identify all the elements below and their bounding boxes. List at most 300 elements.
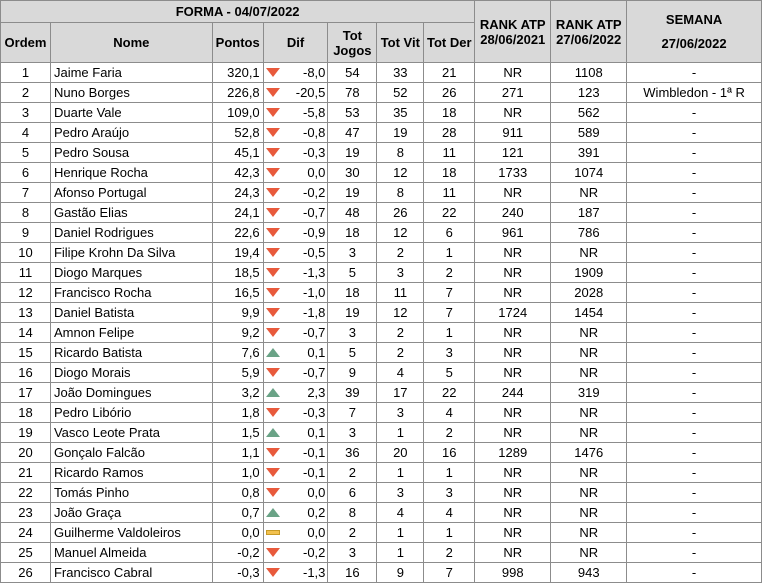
- cell-dif: [263, 103, 328, 123]
- cell-dif: [263, 243, 328, 263]
- trend-down-icon: [266, 408, 280, 417]
- cell-tot-der: 22: [424, 203, 475, 223]
- cell-rank-2021: 998: [475, 563, 551, 583]
- cell-semana: -: [627, 303, 762, 323]
- cell-semana: -: [627, 243, 762, 263]
- cell-dif: [263, 383, 328, 403]
- table-row: [1, 323, 762, 343]
- dif-value: 0,0: [307, 165, 326, 180]
- cell-tot-vit: 1: [377, 523, 424, 543]
- trend-down-icon: [266, 148, 280, 157]
- cell-tot-vit: 3: [377, 403, 424, 423]
- cell-semana: -: [627, 143, 762, 163]
- table-row: [1, 63, 762, 83]
- dif-value: -0,7: [302, 325, 326, 340]
- cell-ordem: 21: [1, 463, 51, 483]
- cell-pontos: 1,1: [212, 443, 263, 463]
- cell-rank-2022: NR: [551, 483, 627, 503]
- cell-rank-2021: 240: [475, 203, 551, 223]
- cell-nome: Ricardo Batista: [50, 343, 212, 363]
- cell-tot-vit: 26: [377, 203, 424, 223]
- cell-dif: [263, 143, 328, 163]
- cell-pontos: 1,8: [212, 403, 263, 423]
- table-row: [1, 343, 762, 363]
- cell-rank-2022: 1454: [551, 303, 627, 323]
- cell-rank-2022: 589: [551, 123, 627, 143]
- cell-tot-jogos: 53: [328, 103, 377, 123]
- cell-tot-vit: 17: [377, 383, 424, 403]
- cell-semana: -: [627, 463, 762, 483]
- cell-dif: [263, 63, 328, 83]
- cell-nome: Nuno Borges: [50, 83, 212, 103]
- cell-pontos: 226,8: [212, 83, 263, 103]
- cell-tot-der: 5: [424, 363, 475, 383]
- col-ordem-header: Ordem: [1, 23, 51, 63]
- dif-value: 0,0: [307, 485, 326, 500]
- cell-tot-der: 4: [424, 503, 475, 523]
- table-row: [1, 223, 762, 243]
- cell-rank-2022: 391: [551, 143, 627, 163]
- cell-ordem: 6: [1, 163, 51, 183]
- cell-rank-2022: 1476: [551, 443, 627, 463]
- cell-tot-jogos: 3: [328, 323, 377, 343]
- cell-tot-der: 2: [424, 263, 475, 283]
- cell-tot-vit: 2: [377, 343, 424, 363]
- cell-rank-2021: 244: [475, 383, 551, 403]
- table-row: [1, 83, 762, 103]
- cell-pontos: 24,1: [212, 203, 263, 223]
- table-row: [1, 563, 762, 583]
- dif-value: -1,3: [302, 565, 326, 580]
- cell-tot-der: 1: [424, 243, 475, 263]
- cell-ordem: 14: [1, 323, 51, 343]
- cell-semana: -: [627, 203, 762, 223]
- cell-rank-2022: NR: [551, 183, 627, 203]
- cell-rank-2021: NR: [475, 103, 551, 123]
- cell-tot-der: 22: [424, 383, 475, 403]
- dif-value: -8,0: [302, 65, 326, 80]
- dif-value: 0,0: [307, 525, 326, 540]
- dif-value: -0,1: [302, 445, 326, 460]
- cell-rank-2022: NR: [551, 543, 627, 563]
- cell-dif: [263, 303, 328, 323]
- cell-nome: Ricardo Ramos: [50, 463, 212, 483]
- cell-ordem: 25: [1, 543, 51, 563]
- cell-ordem: 22: [1, 483, 51, 503]
- cell-tot-jogos: 19: [328, 303, 377, 323]
- cell-tot-jogos: 36: [328, 443, 377, 463]
- cell-tot-vit: 4: [377, 503, 424, 523]
- cell-semana: -: [627, 223, 762, 243]
- cell-rank-2022: NR: [551, 363, 627, 383]
- cell-nome: Daniel Batista: [50, 303, 212, 323]
- col-pontos-header: Pontos: [212, 23, 263, 63]
- cell-tot-der: 18: [424, 163, 475, 183]
- cell-tot-vit: 1: [377, 423, 424, 443]
- cell-tot-jogos: 3: [328, 243, 377, 263]
- table-row: [1, 423, 762, 443]
- dif-value: -0,7: [302, 365, 326, 380]
- cell-rank-2021: 961: [475, 223, 551, 243]
- cell-rank-2021: 1724: [475, 303, 551, 323]
- cell-nome: Pedro Araújo: [50, 123, 212, 143]
- dif-value: -0,8: [302, 125, 326, 140]
- cell-nome: Duarte Vale: [50, 103, 212, 123]
- cell-rank-2022: 562: [551, 103, 627, 123]
- trend-up-icon: [266, 388, 280, 397]
- cell-nome: Gonçalo Falcão: [50, 443, 212, 463]
- table-body: [1, 63, 762, 583]
- semana-title: SEMANA: [665, 12, 723, 27]
- trend-down-icon: [266, 248, 280, 257]
- cell-pontos: 22,6: [212, 223, 263, 243]
- trend-down-icon: [266, 308, 280, 317]
- cell-rank-2021: NR: [475, 523, 551, 543]
- cell-tot-der: 21: [424, 63, 475, 83]
- cell-rank-2022: 786: [551, 223, 627, 243]
- cell-dif: [263, 423, 328, 443]
- cell-tot-jogos: 6: [328, 483, 377, 503]
- cell-tot-der: 3: [424, 343, 475, 363]
- trend-flat-icon: [266, 530, 280, 535]
- cell-ordem: 13: [1, 303, 51, 323]
- cell-tot-vit: 52: [377, 83, 424, 103]
- cell-tot-der: 28: [424, 123, 475, 143]
- cell-semana: -: [627, 483, 762, 503]
- cell-tot-jogos: 30: [328, 163, 377, 183]
- cell-tot-jogos: 8: [328, 503, 377, 523]
- cell-tot-der: 4: [424, 403, 475, 423]
- table-row: [1, 483, 762, 503]
- cell-tot-der: 18: [424, 103, 475, 123]
- col-tot-jogos-header: Tot Jogos: [328, 23, 377, 63]
- dif-value: -0,7: [302, 205, 326, 220]
- dif-value: 0,1: [307, 345, 326, 360]
- dif-value: 0,2: [307, 505, 326, 520]
- cell-semana: -: [627, 283, 762, 303]
- cell-ordem: 19: [1, 423, 51, 443]
- cell-dif: [263, 283, 328, 303]
- cell-rank-2021: 121: [475, 143, 551, 163]
- cell-rank-2022: NR: [551, 463, 627, 483]
- table-row: [1, 443, 762, 463]
- cell-dif: [263, 403, 328, 423]
- table-row: [1, 463, 762, 483]
- cell-tot-jogos: 9: [328, 363, 377, 383]
- dif-value: -0,3: [302, 405, 326, 420]
- cell-dif: [263, 463, 328, 483]
- cell-ordem: 1: [1, 63, 51, 83]
- trend-down-icon: [266, 128, 280, 137]
- cell-nome: Afonso Portugal: [50, 183, 212, 203]
- cell-rank-2022: 1909: [551, 263, 627, 283]
- cell-tot-jogos: 7: [328, 403, 377, 423]
- cell-pontos: 9,9: [212, 303, 263, 323]
- cell-rank-2022: 2028: [551, 283, 627, 303]
- cell-ordem: 4: [1, 123, 51, 143]
- table-row: [1, 123, 762, 143]
- trend-down-icon: [266, 188, 280, 197]
- cell-ordem: 15: [1, 343, 51, 363]
- cell-ordem: 3: [1, 103, 51, 123]
- table-title: FORMA - 04/07/2022: [1, 1, 475, 23]
- cell-dif: [263, 323, 328, 343]
- cell-pontos: 18,5: [212, 263, 263, 283]
- cell-rank-2021: NR: [475, 463, 551, 483]
- cell-ordem: 10: [1, 243, 51, 263]
- cell-tot-der: 16: [424, 443, 475, 463]
- dif-value: -0,3: [302, 145, 326, 160]
- cell-tot-der: 3: [424, 483, 475, 503]
- cell-nome: Francisco Cabral: [50, 563, 212, 583]
- cell-tot-jogos: 3: [328, 543, 377, 563]
- cell-tot-jogos: 3: [328, 423, 377, 443]
- cell-pontos: 7,6: [212, 343, 263, 363]
- cell-nome: João Domingues: [50, 383, 212, 403]
- cell-tot-vit: 12: [377, 163, 424, 183]
- table-row: [1, 503, 762, 523]
- cell-rank-2021: NR: [475, 503, 551, 523]
- table-row: [1, 143, 762, 163]
- cell-tot-vit: 1: [377, 463, 424, 483]
- cell-nome: Tomás Pinho: [50, 483, 212, 503]
- table-row: [1, 263, 762, 283]
- table-row: [1, 543, 762, 563]
- cell-ordem: 2: [1, 83, 51, 103]
- cell-tot-vit: 4: [377, 363, 424, 383]
- cell-pontos: 52,8: [212, 123, 263, 143]
- cell-semana: -: [627, 123, 762, 143]
- cell-rank-2021: NR: [475, 543, 551, 563]
- cell-ordem: 8: [1, 203, 51, 223]
- cell-nome: Filipe Krohn Da Silva: [50, 243, 212, 263]
- cell-rank-2022: NR: [551, 423, 627, 443]
- dif-value: -1,8: [302, 305, 326, 320]
- cell-tot-vit: 35: [377, 103, 424, 123]
- cell-tot-vit: 3: [377, 483, 424, 503]
- cell-pontos: 42,3: [212, 163, 263, 183]
- cell-tot-jogos: 54: [328, 63, 377, 83]
- cell-tot-jogos: 39: [328, 383, 377, 403]
- cell-pontos: 1,5: [212, 423, 263, 443]
- cell-pontos: 0,7: [212, 503, 263, 523]
- dif-value: 2,3: [307, 385, 326, 400]
- cell-rank-2022: NR: [551, 243, 627, 263]
- cell-dif: [263, 523, 328, 543]
- cell-dif: [263, 443, 328, 463]
- cell-ordem: 23: [1, 503, 51, 523]
- cell-tot-jogos: 47: [328, 123, 377, 143]
- cell-rank-2021: 1733: [475, 163, 551, 183]
- cell-semana: -: [627, 523, 762, 543]
- table-row: [1, 243, 762, 263]
- cell-semana: -: [627, 543, 762, 563]
- cell-dif: [263, 203, 328, 223]
- cell-tot-der: 2: [424, 423, 475, 443]
- table-row: [1, 303, 762, 323]
- cell-semana: -: [627, 423, 762, 443]
- cell-tot-der: 7: [424, 303, 475, 323]
- cell-dif: [263, 363, 328, 383]
- dif-value: -0,2: [302, 545, 326, 560]
- semana-header: [627, 1, 762, 63]
- cell-tot-jogos: 18: [328, 223, 377, 243]
- cell-semana: -: [627, 103, 762, 123]
- cell-rank-2021: NR: [475, 243, 551, 263]
- cell-nome: Daniel Rodrigues: [50, 223, 212, 243]
- cell-rank-2022: NR: [551, 503, 627, 523]
- cell-tot-der: 7: [424, 563, 475, 583]
- cell-nome: Gastão Elias: [50, 203, 212, 223]
- cell-rank-2021: NR: [475, 343, 551, 363]
- cell-dif: [263, 223, 328, 243]
- cell-tot-der: 26: [424, 83, 475, 103]
- cell-tot-der: 6: [424, 223, 475, 243]
- cell-nome: Jaime Faria: [50, 63, 212, 83]
- trend-down-icon: [266, 568, 280, 577]
- cell-ordem: 9: [1, 223, 51, 243]
- cell-ordem: 17: [1, 383, 51, 403]
- trend-up-icon: [266, 508, 280, 517]
- cell-semana: -: [627, 343, 762, 363]
- rank-2021-title: RANK ATP: [479, 16, 546, 32]
- cell-nome: Diogo Marques: [50, 263, 212, 283]
- trend-down-icon: [266, 88, 280, 97]
- cell-nome: Vasco Leote Prata: [50, 423, 212, 443]
- trend-down-icon: [266, 468, 280, 477]
- cell-tot-jogos: 2: [328, 523, 377, 543]
- cell-ordem: 11: [1, 263, 51, 283]
- cell-semana: -: [627, 503, 762, 523]
- cell-rank-2021: NR: [475, 483, 551, 503]
- trend-down-icon: [266, 548, 280, 557]
- cell-tot-der: 1: [424, 323, 475, 343]
- cell-semana: -: [627, 443, 762, 463]
- cell-nome: Pedro Sousa: [50, 143, 212, 163]
- cell-tot-der: 7: [424, 283, 475, 303]
- cell-pontos: 19,4: [212, 243, 263, 263]
- dif-value: -0,5: [302, 245, 326, 260]
- dif-value: -1,0: [302, 285, 326, 300]
- cell-rank-2021: NR: [475, 283, 551, 303]
- cell-tot-der: 11: [424, 143, 475, 163]
- table-row: [1, 283, 762, 303]
- table-row: [1, 383, 762, 403]
- cell-pontos: -0,2: [212, 543, 263, 563]
- cell-rank-2022: NR: [551, 343, 627, 363]
- cell-pontos: 320,1: [212, 63, 263, 83]
- cell-rank-2022: 123: [551, 83, 627, 103]
- cell-tot-vit: 1: [377, 543, 424, 563]
- cell-semana: -: [627, 563, 762, 583]
- trend-up-icon: [266, 428, 280, 437]
- cell-rank-2022: NR: [551, 323, 627, 343]
- cell-rank-2022: 187: [551, 203, 627, 223]
- cell-nome: Manuel Almeida: [50, 543, 212, 563]
- cell-dif: [263, 123, 328, 143]
- cell-dif: [263, 483, 328, 503]
- cell-tot-jogos: 48: [328, 203, 377, 223]
- cell-ordem: 5: [1, 143, 51, 163]
- cell-dif: [263, 83, 328, 103]
- cell-semana: -: [627, 263, 762, 283]
- cell-rank-2021: 911: [475, 123, 551, 143]
- cell-semana: -: [627, 323, 762, 343]
- cell-tot-jogos: 16: [328, 563, 377, 583]
- cell-tot-vit: 12: [377, 223, 424, 243]
- cell-ordem: 7: [1, 183, 51, 203]
- cell-rank-2021: NR: [475, 363, 551, 383]
- cell-tot-vit: 2: [377, 243, 424, 263]
- cell-tot-vit: 8: [377, 143, 424, 163]
- trend-down-icon: [266, 488, 280, 497]
- cell-ordem: 12: [1, 283, 51, 303]
- cell-pontos: 0,8: [212, 483, 263, 503]
- cell-rank-2022: 1108: [551, 63, 627, 83]
- cell-rank-2021: NR: [475, 403, 551, 423]
- cell-rank-2022: 319: [551, 383, 627, 403]
- dif-value: -1,3: [302, 265, 326, 280]
- cell-tot-jogos: 18: [328, 283, 377, 303]
- cell-semana: -: [627, 163, 762, 183]
- cell-tot-der: 1: [424, 523, 475, 543]
- cell-ordem: 24: [1, 523, 51, 543]
- cell-nome: Guilherme Valdoleiros: [50, 523, 212, 543]
- cell-pontos: 0,0: [212, 523, 263, 543]
- cell-rank-2021: 1289: [475, 443, 551, 463]
- col-tot-vit-header: Tot Vit: [377, 23, 424, 63]
- rank-2022-title: RANK ATP: [555, 16, 622, 32]
- table-row: [1, 403, 762, 423]
- cell-ordem: 18: [1, 403, 51, 423]
- trend-down-icon: [266, 228, 280, 237]
- col-nome-header: Nome: [50, 23, 212, 63]
- cell-rank-2022: NR: [551, 523, 627, 543]
- trend-down-icon: [266, 268, 280, 277]
- col-dif-header: Dif: [263, 23, 328, 63]
- dif-value: -20,5: [295, 85, 326, 100]
- rank-2021-date: 28/06/2021: [480, 31, 546, 47]
- cell-nome: Pedro Libório: [50, 403, 212, 423]
- cell-rank-2021: NR: [475, 323, 551, 343]
- cell-rank-2021: NR: [475, 183, 551, 203]
- cell-tot-vit: 2: [377, 323, 424, 343]
- cell-tot-jogos: 2: [328, 463, 377, 483]
- rank-2022-date: 27/06/2022: [556, 31, 622, 47]
- cell-ordem: 20: [1, 443, 51, 463]
- cell-tot-vit: 8: [377, 183, 424, 203]
- cell-dif: [263, 563, 328, 583]
- cell-nome: Diogo Morais: [50, 363, 212, 383]
- cell-ordem: 16: [1, 363, 51, 383]
- cell-tot-vit: 9: [377, 563, 424, 583]
- dif-value: -5,8: [302, 105, 326, 120]
- col-tot-der-header: Tot Der: [424, 23, 475, 63]
- cell-dif: [263, 183, 328, 203]
- cell-nome: Henrique Rocha: [50, 163, 212, 183]
- cell-ordem: 26: [1, 563, 51, 583]
- trend-down-icon: [266, 288, 280, 297]
- rank-2021-header: [475, 1, 551, 63]
- rank-2022-header: [551, 1, 627, 63]
- table-row: [1, 183, 762, 203]
- cell-nome: João Graça: [50, 503, 212, 523]
- trend-down-icon: [266, 208, 280, 217]
- cell-pontos: 5,9: [212, 363, 263, 383]
- cell-tot-jogos: 5: [328, 343, 377, 363]
- trend-down-icon: [266, 368, 280, 377]
- cell-pontos: 109,0: [212, 103, 263, 123]
